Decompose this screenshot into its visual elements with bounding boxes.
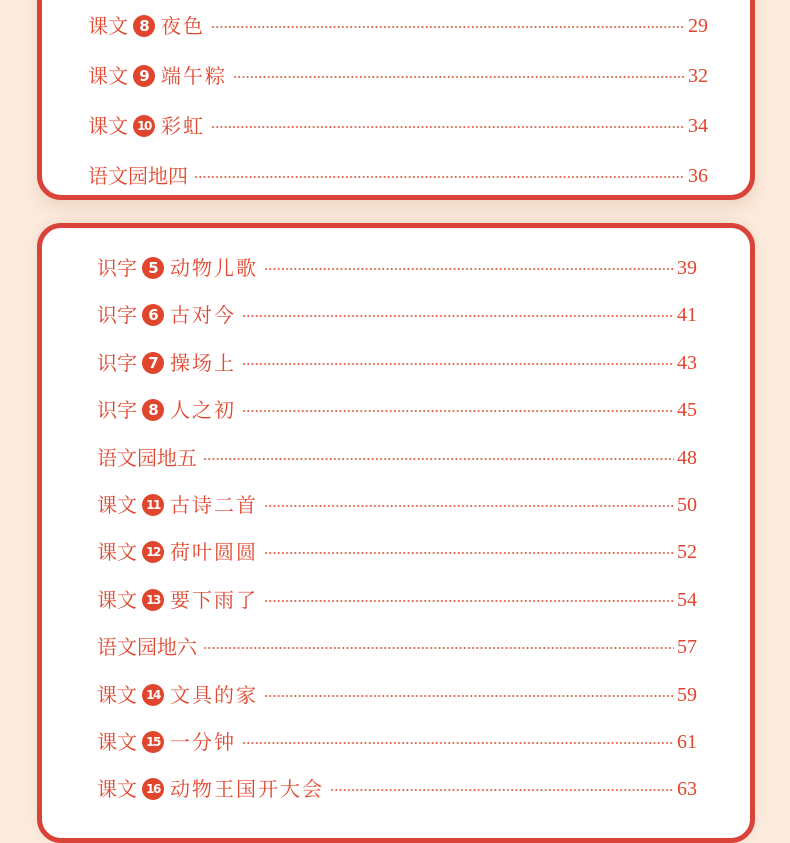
entry-category: 语文园地六 xyxy=(97,635,197,660)
dot-leader xyxy=(264,552,674,554)
entry-category: 课文 xyxy=(88,64,128,88)
entry-category: 课文 xyxy=(88,114,128,138)
entry-category: 课文 xyxy=(97,493,137,517)
entry-title: 人之初 xyxy=(170,398,236,423)
toc-entry[interactable] xyxy=(97,774,697,804)
dot-leader xyxy=(194,176,685,178)
entry-title: 彩虹 xyxy=(161,114,205,138)
entry-title: 文具的家 xyxy=(170,682,258,707)
dot-leader xyxy=(203,458,674,460)
toc-card-bottom xyxy=(37,223,755,843)
entry-title: 古对今 xyxy=(170,303,236,328)
toc-entry[interactable] xyxy=(88,61,708,91)
entry-category: 课文 xyxy=(97,540,137,565)
dot-leader xyxy=(264,268,674,270)
toc-entry[interactable] xyxy=(97,395,697,425)
entry-category: 课文 xyxy=(97,682,137,707)
lesson-number-badge: 15 xyxy=(142,731,164,753)
dot-leader xyxy=(242,410,674,412)
dot-leader xyxy=(242,363,674,365)
toc-entry[interactable] xyxy=(88,161,708,191)
entry-title: 古诗二首 xyxy=(170,493,258,517)
dot-leader xyxy=(211,126,685,128)
entry-category: 语文园地四 xyxy=(88,164,188,188)
lesson-number-badge: 14 xyxy=(142,684,164,706)
dot-leader xyxy=(233,76,685,78)
entry-category: 识字 xyxy=(97,303,137,328)
toc-entry[interactable] xyxy=(88,111,708,141)
entry-title: 要下雨了 xyxy=(170,587,258,612)
entry-title: 夜色 xyxy=(161,14,205,38)
page-number: 29 xyxy=(688,15,708,37)
lesson-number-badge: 16 xyxy=(142,778,164,800)
page-number: 57 xyxy=(677,636,697,659)
entry-title: 动物儿歌 xyxy=(170,256,258,280)
lesson-number-badge: 8 xyxy=(133,15,155,37)
dot-leader xyxy=(264,695,674,697)
lesson-number-badge: 6 xyxy=(142,304,164,326)
page-number: 34 xyxy=(688,115,708,137)
page-number: 52 xyxy=(677,541,697,564)
dot-leader xyxy=(242,315,674,317)
page-number: 32 xyxy=(688,65,708,87)
toc-entry[interactable] xyxy=(97,727,697,757)
lesson-number-badge: 7 xyxy=(142,352,164,374)
entry-category: 课文 xyxy=(97,777,137,802)
entry-title: 端午粽 xyxy=(161,64,227,88)
entry-category: 识字 xyxy=(97,350,137,375)
page-number: 36 xyxy=(688,165,708,187)
toc-entry[interactable] xyxy=(97,348,697,378)
entry-category: 课文 xyxy=(97,730,137,754)
entry-title: 操场上 xyxy=(170,350,236,375)
dot-leader xyxy=(211,26,685,28)
toc-entry[interactable] xyxy=(97,537,697,567)
page-number: 59 xyxy=(677,683,697,706)
toc-entry[interactable] xyxy=(97,490,697,520)
lesson-number-badge: 5 xyxy=(142,257,164,279)
toc-entry[interactable] xyxy=(97,632,697,662)
lesson-number-badge: 13 xyxy=(142,589,164,611)
entry-category: 识字 xyxy=(97,398,137,423)
lesson-number-badge: 11 xyxy=(142,494,164,516)
lesson-number-badge: 9 xyxy=(133,65,155,87)
page-number: 41 xyxy=(677,304,697,327)
page-number: 39 xyxy=(677,257,697,279)
toc-entry[interactable] xyxy=(88,11,708,41)
lesson-number-badge: 10 xyxy=(133,115,155,137)
lesson-number-badge: 12 xyxy=(142,541,164,563)
toc-entry[interactable] xyxy=(97,443,697,473)
entry-title: 一分钟 xyxy=(170,730,236,754)
entry-title: 动物王国开大会 xyxy=(170,777,324,802)
entry-category: 识字 xyxy=(97,256,137,280)
entry-category: 语文园地五 xyxy=(97,445,197,470)
page-number: 48 xyxy=(677,446,697,469)
toc-entry[interactable] xyxy=(97,253,697,283)
page-number: 45 xyxy=(677,399,697,422)
page-number: 43 xyxy=(677,351,697,374)
toc-entry[interactable] xyxy=(97,300,697,330)
page-number: 61 xyxy=(677,731,697,753)
entry-category: 课文 xyxy=(97,587,137,612)
entry-category: 课文 xyxy=(88,14,128,38)
toc-entry[interactable] xyxy=(97,585,697,615)
toc-entry[interactable] xyxy=(97,680,697,710)
page-number: 50 xyxy=(677,494,697,516)
dot-leader xyxy=(242,742,674,744)
page-number: 63 xyxy=(677,778,697,801)
toc-card-top xyxy=(37,0,755,200)
dot-leader xyxy=(264,505,674,507)
page-number: 54 xyxy=(677,588,697,611)
entry-title: 荷叶圆圆 xyxy=(170,540,258,565)
dot-leader xyxy=(330,789,674,791)
dot-leader xyxy=(264,600,674,602)
lesson-number-badge: 8 xyxy=(142,399,164,421)
dot-leader xyxy=(203,647,674,649)
